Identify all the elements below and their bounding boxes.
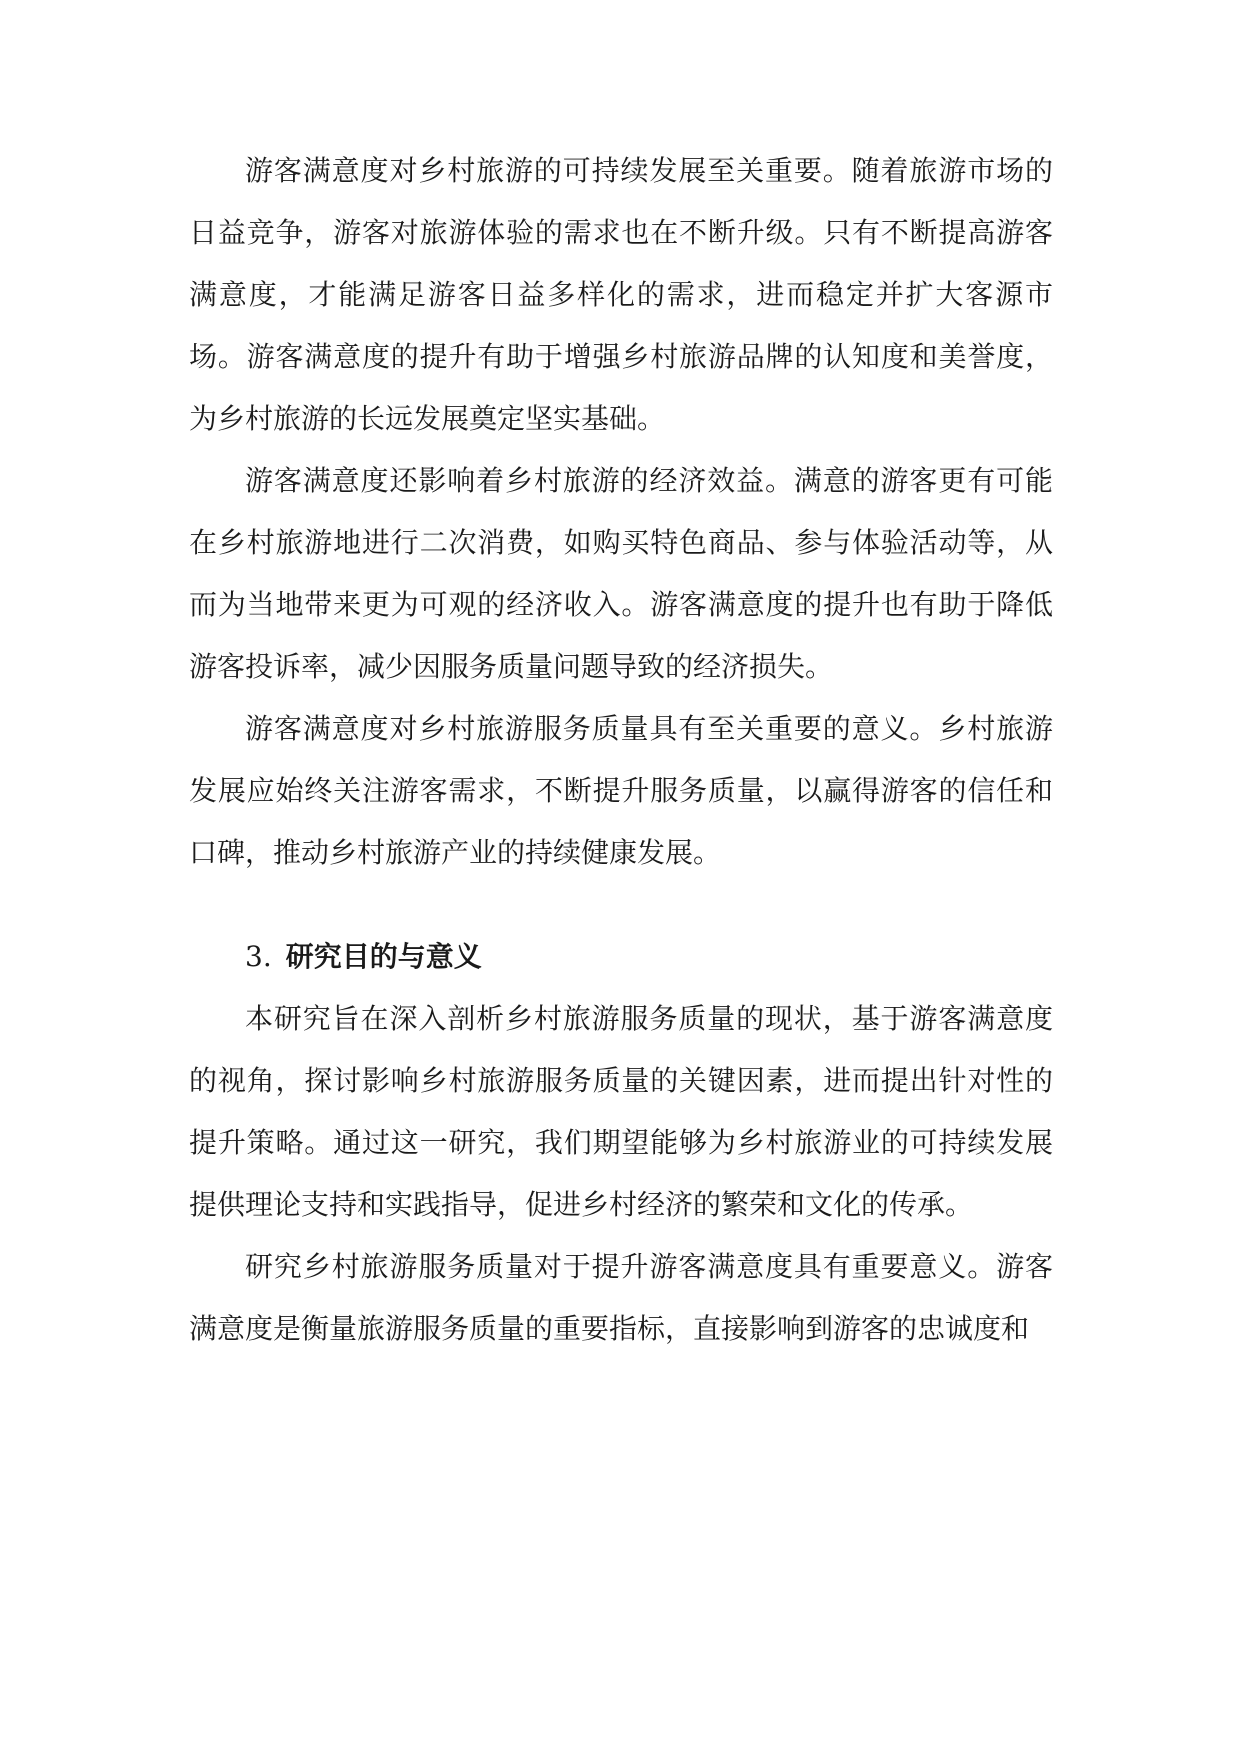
paragraph: 研究乡村旅游服务质量对于提升游客满意度具有重要意义。游客满意度是衡量旅游服务质量的重要指标，直接影响到游客的忠诚度和 bbox=[189, 1250, 1053, 1345]
section-heading bbox=[189, 926, 1053, 988]
section-number: 3. bbox=[245, 940, 272, 973]
paragraph: 游客满意度对乡村旅游的可持续发展至关重要。随着旅游市场的日益竞争，游客对旅游体验的需求也在不断升级。只有不断提高游客满意度，才能满足游客日益多样化的需求，进而稳定并扩大客源市场。游客满意度的提升有助于增强乡村旅游品牌的认知度和美誉度，为乡村旅游的长远发展奠定坚实基础。 bbox=[189, 154, 1053, 435]
section-title: 研究目的与意义 bbox=[285, 940, 482, 973]
document-body bbox=[189, 140, 1053, 1360]
paragraph: 游客满意度对乡村旅游服务质量具有至关重要的意义。乡村旅游发展应始终关注游客需求，不断提升服务质量，以赢得游客的信任和口碑，推动乡村旅游产业的持续健康发展。 bbox=[189, 712, 1053, 869]
paragraph: 游客满意度还影响着乡村旅游的经济效益。满意的游客更有可能在乡村旅游地进行二次消费，如购买特色商品、参与体验活动等，从而为当地带来更为可观的经济收入。游客满意度的提升也有助于降低游客投诉率，减少因服务质量问题导致的经济损失。 bbox=[189, 464, 1053, 683]
paragraph: 本研究旨在深入剖析乡村旅游服务质量的现状，基于游客满意度的视角，探讨影响乡村旅游服务质量的关键因素，进而提出针对性的提升策略。通过这一研究，我们期望能够为乡村旅游业的可持续发展提供理论支持和实践指导，促进乡村经济的繁荣和文化的传承。 bbox=[189, 1002, 1053, 1221]
